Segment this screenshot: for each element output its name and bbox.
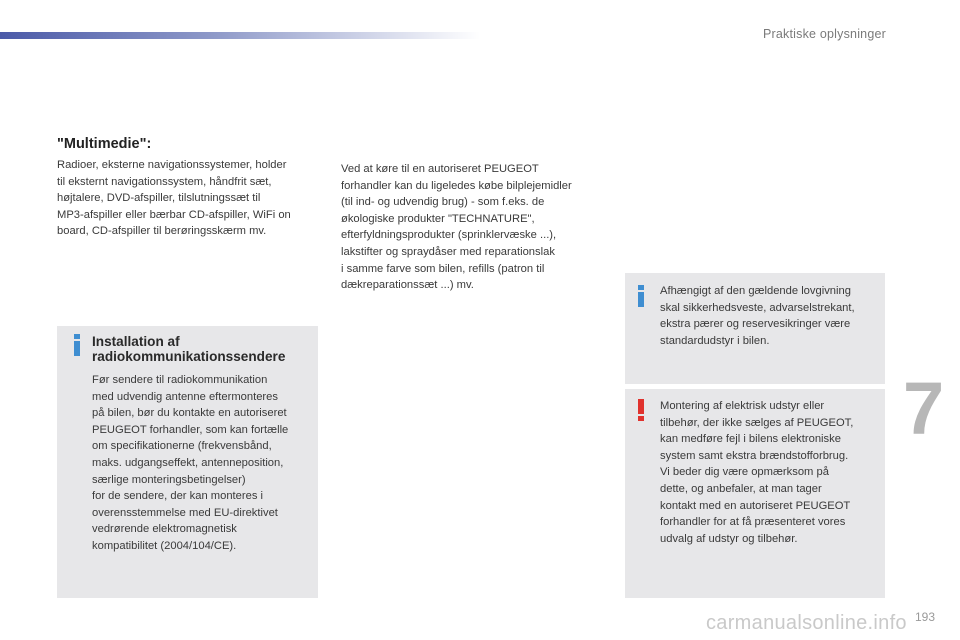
multimedia-paragraph: Radioer, eksterne navigationssystemer, holder til eksternt navigationssystem, håndfrit sæt, højtalere, DVD-afspiller, tilslutningssæt til MP3-afspiller eller bærbar CD-afspiller, WiFi on board, CD-afspiller til berøringsskærm mv. [57, 159, 291, 238]
installation-title: Installation af radiokommunikationssendere [92, 334, 286, 364]
dealer-paragraph: Ved at køre til en autoriseret PEUGEOT forhandler kan du ligeledes købe bilplejemidler (til ind- og udvendig brug) - som f.eks. de økologiske produkter "TECHNATURE", efterfyldningsprodukter (sprinklervæske ...), lakstifter og spraydåser med reparationslak i samme farve som bilen, refills (patron til dækreparationssæt ...) mv. [341, 163, 572, 292]
legal-info-box [625, 273, 885, 384]
page-number: 193 [915, 610, 936, 624]
legal-info-text: Afhængigt af den gældende lovgivning skal sikkerhedsveste, advarselstrekant, ekstra pærer og reservesikringer være standardudstyr i bilen. [660, 285, 855, 347]
multimedia-heading: "Multimedie": [57, 136, 152, 152]
installation-text: Før sendere til radiokommunikation med udvendig antenne eftermonteres på bilen, bør du kontakte en autoriseret PEUGEOT forhandler, som kan fortælle om specifikationerne (frekvensbånd, maks. udgangseffekt, antenneposition, særlige monteringsbetingelser) for de sendere, der kan monteres i overensstemmelse med EU-direktivet vedrørende elektromagnetisk kompatibilitet (2004/104/CE). [92, 374, 289, 552]
watermark: carmanualsonline.info [706, 612, 907, 634]
warning-box [625, 389, 885, 598]
header-accent-bar [0, 32, 480, 39]
warning-text: Montering af elektrisk udstyr eller tilbehør, der ikke sælges af PEUGEOT, kan medføre fejl i bilens elektroniske system samt ekstra brændstofforbrug. Vi beder dig være opmærksom på dette, og anbefaler, at man tager kontakt med en autoriseret PEUGEOT forhandler for at få præsenteret vores udvalg af udstyr og tilbehør. [660, 400, 854, 545]
chapter-number: 7 [903, 367, 945, 450]
installation-info-box [57, 326, 318, 598]
info-icon [72, 334, 82, 356]
info-icon [636, 285, 646, 307]
warning-icon [636, 399, 646, 421]
section-label: Praktiske oplysninger [762, 27, 886, 41]
